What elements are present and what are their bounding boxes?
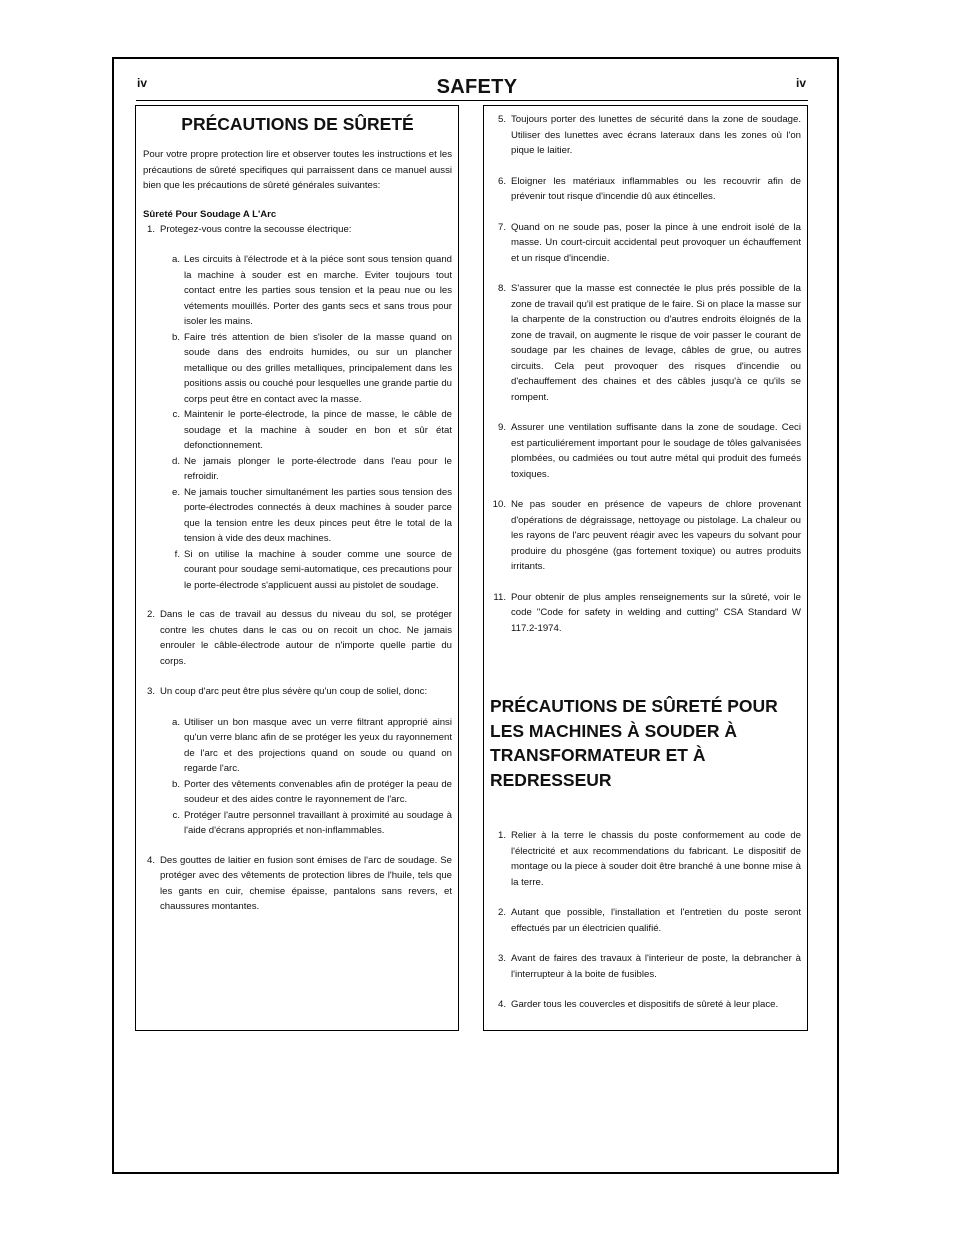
list-item: 3. Avant de faires des travaux à l'interieur de poste, la debrancher à l'interrupteur à la boite de fusibles. <box>497 953 801 980</box>
item-text: Protegez-vous contre la secousse électrique: <box>160 223 352 235</box>
sub-item: a. Les circuits à l'électrode et à la piéce sont sous tension quand la machine à souder est en marche. Eviter toujours tout contact entre les parties sous tension et la peau nue ou les vétements mouillés. Porter des gants secs et sans trous pour isoler les mains. <box>171 254 452 327</box>
list-item: 7. Quand on ne soude pas, poser la pince à une endroit isolé de la masse. Un court-circuit accidental peut provoquer un échauffement et un risque d'incendie. <box>497 221 801 264</box>
list-item: 3. Un coup d'arc peut être plus sévère qu'un coup de soliel, donc: a. Utiliser un bon masque avec un verre filtrant approprié ainsi qu'un verre blanc afin de se protéger les yeux du rayonnement de l'arc et des projections quand on soude ou quand on regarde l'arc. b. Porter des vêtements convenables afin de protéger la peau de soudeur et des aides contre le rayonnement de l'arc. c. Protéger l'autre personnel travaillant à proximité au soudage à l'aide d'écrans appropriés et non-inflammables. <box>143 684 452 839</box>
list-item: 2. Autant que possible, l'installation et l'entretien du poste seront effectués par un électricien qualifié. <box>497 907 801 934</box>
subheading: Sûreté Pour Soudage A L'Arc <box>143 208 277 220</box>
sub-item: e. Ne jamais toucher simultanément les parties sous tension des porte-électrodes connectés à deux machines à souder parce que la tension entre les deux pinces peut être le total de la tension à vide des deux machines. <box>171 486 452 544</box>
sub-item: c. Protéger l'autre personnel travaillant à proximité au soudage à l'aide d'écrans appropriés et non-inflammables. <box>172 809 452 836</box>
sub-item: c. Maintenir le porte-électrode, la pince de masse, le câble de soudage et la machine à souder en bon et sûr état defonctionnement. <box>172 409 452 451</box>
list-item: 11. Pour obtenir de plus amples renseignements sur la sûreté, voir le code "Code for safety in welding and cutting" CSA Standard W 117.2-1974. <box>493 591 801 634</box>
list-item: 4. Garder tous les couvercles et dispositifs de sûreté à leur place. <box>497 999 779 1010</box>
list-item: 8. S'assurer que la masse est connectée le plus prés possible de la zone de travail qu'il est pratique de le faire. Si on place la masse sur la charpente de la construction ou d'autres endroits éloignés de la zone de travail, on augmente le risque de voir passer le courant de soudage par les chaines de levage, câbles de grue, ou autres circuits. Cela peut provoquer des risques d'incendie ou d'echauffement des chaines et des câbles jusqu'à ce qu'ils se rompent. <box>497 283 801 403</box>
list-item: 10. Ne pas souder en présence de vapeurs de chlore provenant d'opérations de dégraissage, nettoyage ou pistolage. La chaleur ou les rayons de l'arc peuvent réagir avec les vapeurs du solvant pour produire du phosgéne (gas fortement toxique) ou autres produits irritants. <box>492 499 801 572</box>
list-item: 6. Eloigner les matériaux inflammables ou les recouvrir afin de prévenir tout risque d'incendie dû aux étincelles. <box>497 175 801 202</box>
intro-paragraph: Pour votre propre protection lire et observer toutes les instructions et les précautions de sûreté specifiques qui parraissent dans ce manuel aussi bien que les précautions de sûreté générales suivantes: <box>143 149 452 191</box>
sub-item: d. Ne jamais plonger le porte-électrode dans l'eau pour le refroidir. <box>171 455 452 482</box>
item-number: 1. <box>146 223 155 235</box>
sub-item: b. Porter des vêtements convenables afin de protéger la peau de soudeur et des aides contre le rayonnement de l'arc. <box>171 778 452 805</box>
list-item: 1. Relier à la terre le chassis du poste conformement au code de l'électricité et aux recommendations du fabricant. Le dispositif de montage ou la piece à souder doit être branché à une bonne mise à la terre. <box>497 830 801 888</box>
header-rule <box>136 100 808 101</box>
list-item <box>143 222 452 594</box>
left-column <box>135 105 459 1031</box>
list-item: 4. Des gouttes de laitier en fusion sont émises de l'arc de soudage. Se protéger avec des vêtements de protection libres de l'huile, tels que les gants en cuir, chemise épaisse, pantalons sans revers, et chaussures montantes. <box>146 854 452 912</box>
sub-item: b. Faire trés attention de bien s'isoler de la masse quand on soude dans des endroits humides, ou sur un plancher metallique ou des grilles metalliques, principalement dans les positions assis ou couché pour lesquelles une grande partie du corps peut être en contact avec la masse. <box>171 331 452 405</box>
right-column <box>483 105 808 1031</box>
page-title: SAFETY <box>436 76 518 98</box>
section-heading-2: PRÉCAUTIONS DE SÛRETÉ POUR LES MACHINES À SOUDER À TRANSFORMATEUR ET À REDRESSEUR <box>490 696 778 790</box>
page-number-left: iv <box>137 76 148 90</box>
sub-item: a. Utiliser un bon masque avec un verre filtrant approprié ainsi qu'un verre blanc afin de se protéger les yeux du rayonnement de l'arc et des projections quand on soude ou quand on regarde l'arc. <box>171 716 452 774</box>
list-item: 9. Assurer une ventilation suffisante dans la zone de soudage. Ceci est particuliérement important pour le soudage de tôles galvanisées plombées, ou cadmiées ou tout autre métal qui produit des fumeés toxiques. <box>497 422 801 480</box>
page-number-right: iv <box>796 76 807 90</box>
list-item: 5. Toujours porter des lunettes de sécurité dans la zone de soudage. Utiliser des lunettes avec écrans lateraux dans les zones où l'on pique le laitier. <box>497 114 801 156</box>
sub-item: f. Si on utilise la machine à souder comme une source de courant pour soudage semi-automatique, ces precautions pour le porte-électrode s'applicuent aussi au pistolet de soudage. <box>174 548 452 591</box>
list-item: 2. Dans le cas de travail au dessus du niveau du sol, se protéger contre les chutes dans le cas ou on recoit un choc. Ne jamais enrouler le câble-électrode autour de n'importe quelle partie du corps. <box>146 609 452 667</box>
section-heading: PRÉCAUTIONS DE SÛRETÉ <box>181 114 414 134</box>
